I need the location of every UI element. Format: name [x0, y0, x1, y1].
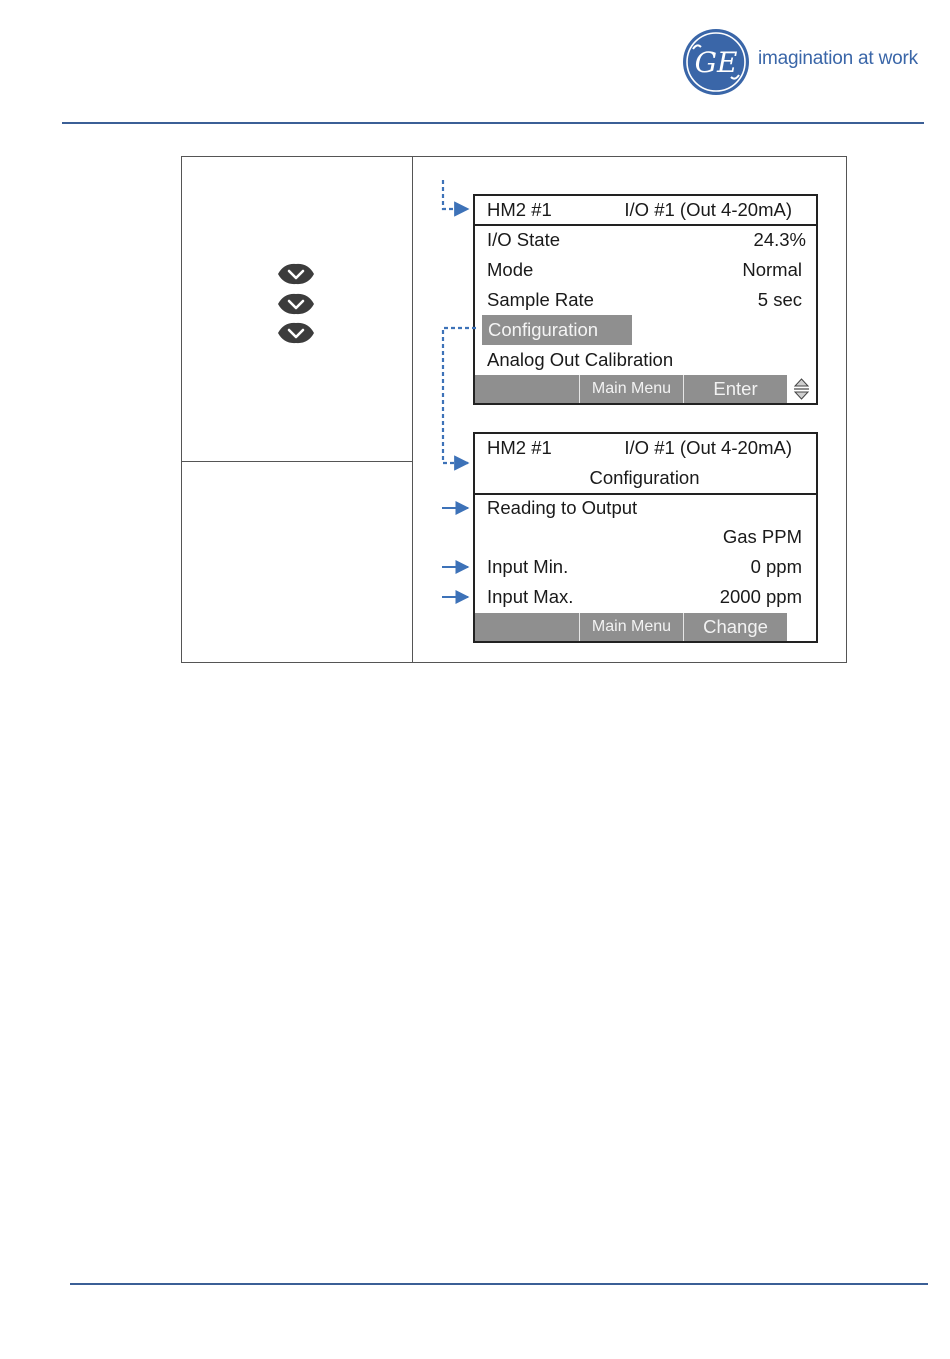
softkey-bar	[475, 375, 816, 403]
menu-item-analog-out-calibration[interactable]	[487, 346, 802, 374]
enter-softkey[interactable]: Enter	[713, 378, 758, 399]
up-down-arrows-icon	[787, 375, 816, 403]
row-label: Mode	[487, 259, 534, 280]
subtitle-text: Configuration	[589, 467, 700, 488]
io-label: I/O #1 (Out 4-20mA)	[624, 437, 792, 458]
down-arrow-icon	[274, 262, 318, 286]
io-status-screen	[473, 194, 818, 405]
device-label: HM2 #1	[487, 437, 552, 458]
row-label: Input Max.	[487, 586, 574, 607]
row-value: Normal	[742, 259, 802, 280]
row-label: Sample Rate	[487, 289, 594, 310]
row-label: Input Min.	[487, 556, 569, 577]
row-value: 0 ppm	[750, 556, 802, 577]
row-label: I/O State	[487, 229, 561, 250]
main-menu-softkey[interactable]: Main Menu	[591, 380, 672, 397]
reading-value-row	[487, 523, 802, 551]
change-softkey[interactable]: Change	[703, 616, 768, 637]
footer-rule	[70, 1283, 928, 1285]
table-column-divider	[412, 156, 413, 663]
menu-item-label: Analog Out Calibration	[487, 349, 674, 370]
reading-to-output-row[interactable]	[487, 494, 802, 522]
main-menu-softkey[interactable]: Main Menu	[591, 618, 672, 635]
row-value: Gas PPM	[722, 526, 802, 547]
row-value: 24.3%	[753, 229, 806, 250]
screen-header	[487, 434, 802, 462]
configuration-screen	[473, 432, 818, 643]
device-label: HM2 #1	[487, 199, 552, 220]
softkey-bar	[475, 613, 816, 641]
row-label: Reading to Output	[487, 497, 638, 518]
tagline: imagination at work	[758, 48, 918, 69]
logo-monogram: GE	[694, 46, 738, 79]
ge-logo	[681, 27, 751, 97]
screen-subtitle	[487, 464, 802, 492]
down-arrow-icon	[274, 321, 318, 345]
io-state-row	[487, 226, 806, 254]
header-rule	[62, 122, 924, 124]
menu-item-label: Configuration	[488, 319, 599, 340]
table-row-divider	[181, 461, 412, 462]
scroll-indicator[interactable]	[787, 375, 816, 403]
screen-header	[487, 196, 802, 224]
sample-rate-row	[487, 286, 802, 314]
softkey-blank	[787, 613, 816, 641]
input-max-row[interactable]	[487, 583, 802, 611]
mode-row	[487, 256, 802, 284]
row-value: 2000 ppm	[719, 586, 802, 607]
down-arrow-icon	[274, 292, 318, 316]
input-min-row[interactable]	[487, 553, 802, 581]
menu-item-configuration[interactable]	[482, 315, 632, 345]
row-value: 5 sec	[757, 289, 802, 310]
io-label: I/O #1 (Out 4-20mA)	[624, 199, 792, 220]
